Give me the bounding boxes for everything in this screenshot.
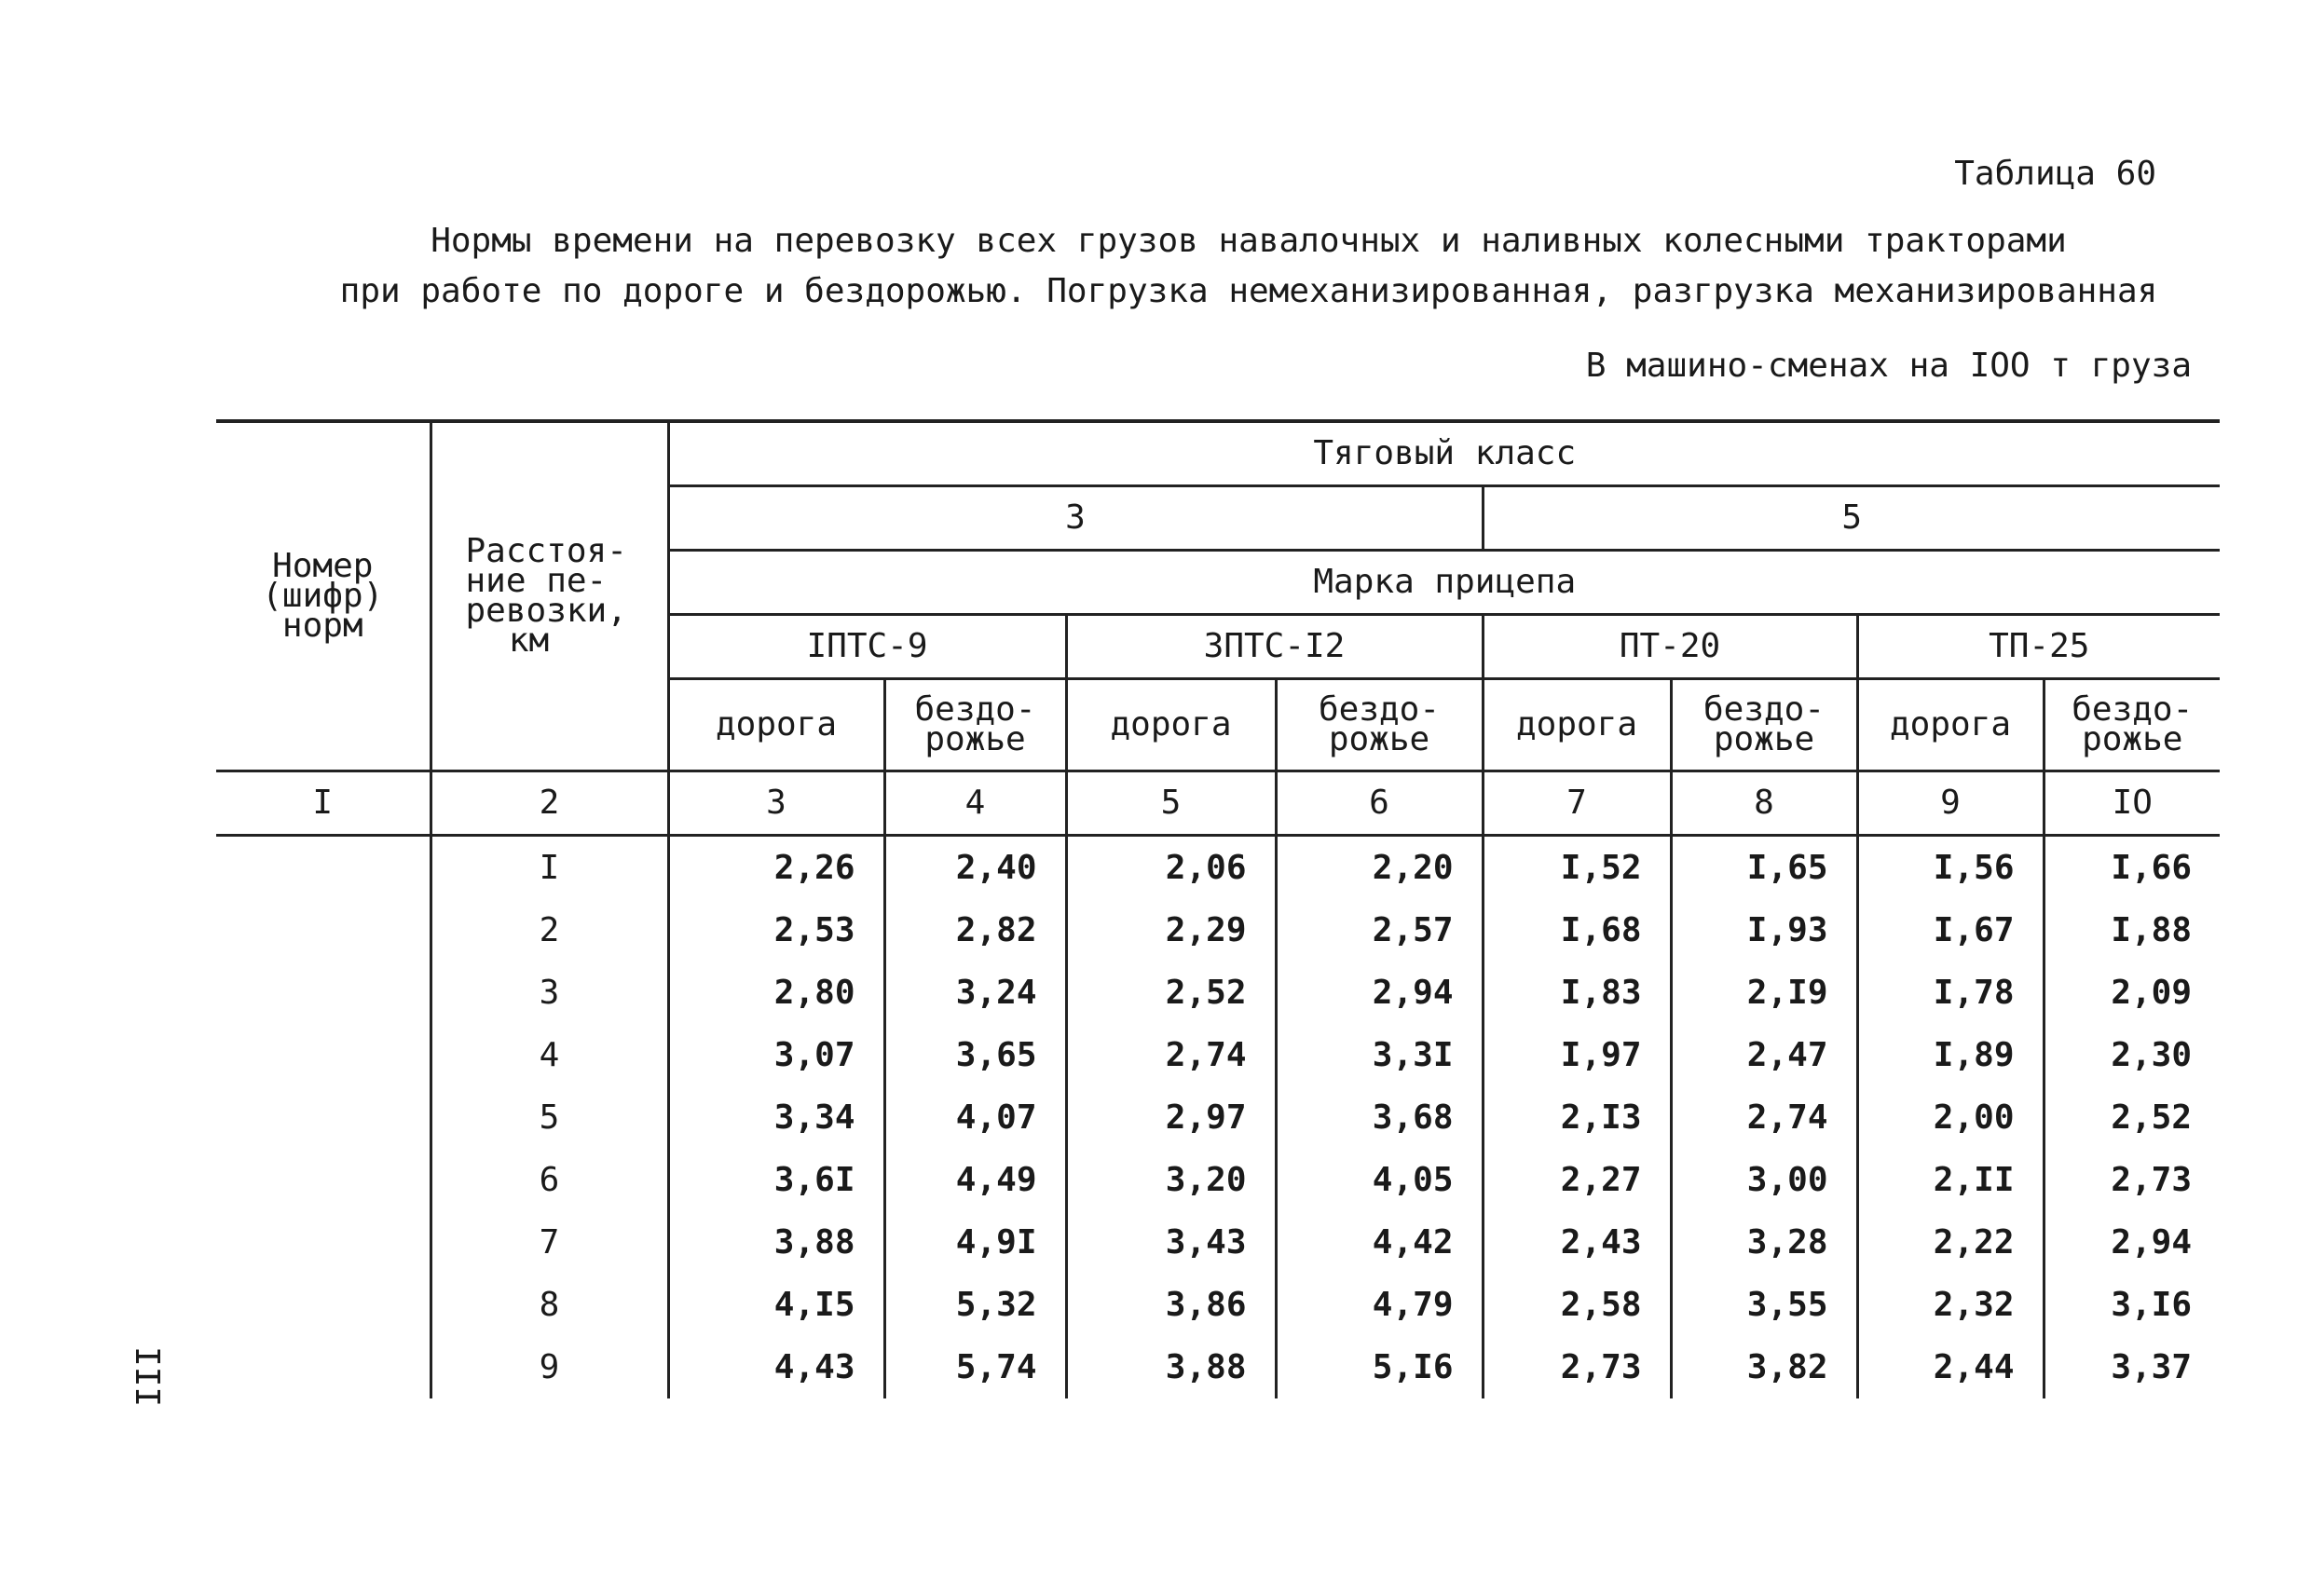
header-offroad-4	[2044, 679, 2220, 771]
value-cell: 4,9I	[884, 1211, 1066, 1274]
title-line-2: при работе по дороге и бездорожью. Погрузка немеханизированная, разгрузка механизированная	[339, 272, 2158, 310]
value-cell: 2,32	[1857, 1274, 2044, 1336]
value-cell: 2,73	[1483, 1336, 1671, 1398]
distance-cell: 4	[431, 1024, 668, 1086]
header-trailer-brand: Марка прицепа	[668, 551, 2220, 615]
value-cell: 4,I5	[668, 1274, 884, 1336]
value-cell: 3,28	[1671, 1211, 1857, 1274]
value-cell: 4,07	[884, 1086, 1066, 1149]
value-cell: 3,3I	[1276, 1024, 1483, 1086]
value-cell: 3,24	[884, 962, 1066, 1024]
value-cell: 3,00	[1671, 1149, 1857, 1211]
header-road-4: дорога	[1857, 679, 2044, 771]
table-row	[216, 1336, 2220, 1398]
offroad-line-2: рожье	[1713, 720, 1815, 758]
value-cell: 3,6I	[668, 1149, 884, 1211]
header-road-3: дорога	[1483, 679, 1671, 771]
table-row	[216, 962, 2220, 1024]
header-trailer-4: ТП-25	[1857, 615, 2220, 679]
value-cell: 2,40	[884, 836, 1066, 900]
value-cell: 5,74	[884, 1336, 1066, 1398]
header-row-traction	[216, 421, 2220, 486]
value-cell: I,97	[1483, 1024, 1671, 1086]
value-cell: 2,00	[1857, 1086, 2044, 1149]
value-cell: 3,37	[2044, 1336, 2220, 1398]
distance-cell: 9	[431, 1336, 668, 1398]
value-cell: 4,43	[668, 1336, 884, 1398]
norm-number-cell	[216, 1336, 431, 1398]
value-cell: 2,43	[1483, 1211, 1671, 1274]
value-cell: 2,53	[668, 899, 884, 962]
norm-number-cell	[216, 1149, 431, 1211]
value-cell: 2,29	[1066, 899, 1276, 962]
value-cell: 2,82	[884, 899, 1066, 962]
header-distance-line-2: ние пе-	[465, 562, 608, 600]
value-cell: 3,43	[1066, 1211, 1276, 1274]
value-cell: 4,79	[1276, 1274, 1483, 1336]
value-cell: I,78	[1857, 962, 2044, 1024]
value-cell: 2,II	[1857, 1149, 2044, 1211]
col-index-3: 3	[668, 771, 884, 836]
header-class-3: 3	[668, 486, 1483, 551]
col-index-4: 4	[884, 771, 1066, 836]
units-note: В машино-сменах на IОО т груза	[1585, 347, 2192, 385]
distance-cell: 8	[431, 1274, 668, 1336]
value-cell: 3,82	[1671, 1336, 1857, 1398]
offroad-line-1: бездо-	[1702, 690, 1826, 729]
table-row	[216, 1211, 2220, 1274]
value-cell: I,83	[1483, 962, 1671, 1024]
page-number-text: III	[130, 1345, 169, 1407]
col-index-5: 5	[1066, 771, 1276, 836]
header-distance	[431, 421, 668, 771]
value-cell: 2,58	[1483, 1274, 1671, 1336]
table-row	[216, 1086, 2220, 1149]
value-cell: I,68	[1483, 899, 1671, 962]
norm-number-cell	[216, 1274, 431, 1336]
value-cell: I,66	[2044, 836, 2220, 900]
distance-cell: 6	[431, 1149, 668, 1211]
distance-cell: 5	[431, 1086, 668, 1149]
header-distance-line-3: ревозки,	[465, 592, 627, 630]
header-distance-line-4: км	[508, 621, 550, 660]
value-cell: 2,20	[1276, 836, 1483, 900]
value-cell: 2,52	[1066, 962, 1276, 1024]
value-cell: I,52	[1483, 836, 1671, 900]
value-cell: I,88	[2044, 899, 2220, 962]
header-trailer-2: 3ПТС-I2	[1066, 615, 1483, 679]
value-cell: 2,27	[1483, 1149, 1671, 1211]
page-number	[130, 1345, 177, 1407]
col-index-1: I	[216, 771, 431, 836]
title-line-1: Нормы времени на перевозку всех грузов навалочных и наливных колесными тракторами	[431, 222, 2067, 260]
document-title	[224, 216, 2274, 317]
distance-cell: I	[431, 836, 668, 900]
value-cell: 4,42	[1276, 1211, 1483, 1274]
header-road-2: дорога	[1066, 679, 1276, 771]
value-cell: 2,44	[1857, 1336, 2044, 1398]
header-offroad-3	[1671, 679, 1857, 771]
col-index-10: IО	[2044, 771, 2220, 836]
value-cell: I,67	[1857, 899, 2044, 962]
value-cell: 2,74	[1066, 1024, 1276, 1086]
header-road-1: дорога	[668, 679, 884, 771]
col-index-8: 8	[1671, 771, 1857, 836]
value-cell: 2,22	[1857, 1211, 2044, 1274]
value-cell: 3,07	[668, 1024, 884, 1086]
offroad-line-2: рожье	[1328, 720, 1430, 758]
norms-table	[216, 419, 2220, 1398]
offroad-line-1: бездо-	[1318, 690, 1441, 729]
table-caption: Таблица 60	[1954, 155, 2156, 193]
value-cell: 2,I3	[1483, 1086, 1671, 1149]
header-row-column-index	[216, 771, 2220, 836]
table-row	[216, 899, 2220, 962]
header-offroad-1	[884, 679, 1066, 771]
value-cell: 2,26	[668, 836, 884, 900]
table-row	[216, 1274, 2220, 1336]
value-cell: 2,I9	[1671, 962, 1857, 1024]
value-cell: 2,94	[1276, 962, 1483, 1024]
value-cell: 3,65	[884, 1024, 1066, 1086]
header-number	[216, 421, 431, 771]
header-offroad-2	[1276, 679, 1483, 771]
table-row	[216, 1024, 2220, 1086]
distance-cell: 2	[431, 899, 668, 962]
col-index-7: 7	[1483, 771, 1671, 836]
norm-number-cell	[216, 836, 431, 900]
col-index-2: 2	[431, 771, 668, 836]
value-cell: 2,57	[1276, 899, 1483, 962]
norm-number-cell	[216, 899, 431, 962]
value-cell: 4,49	[884, 1149, 1066, 1211]
norm-number-cell	[216, 1211, 431, 1274]
value-cell: 3,68	[1276, 1086, 1483, 1149]
offroad-line-2: рожье	[924, 720, 1026, 758]
value-cell: 2,52	[2044, 1086, 2220, 1149]
value-cell: 5,32	[884, 1274, 1066, 1336]
value-cell: 2,73	[2044, 1149, 2220, 1211]
distance-cell: 3	[431, 962, 668, 1024]
header-traction-class: Тяговый класс	[668, 421, 2220, 486]
distance-cell: 7	[431, 1211, 668, 1274]
norm-number-cell	[216, 1086, 431, 1149]
value-cell: 5,I6	[1276, 1336, 1483, 1398]
header-number-line-1: Номер	[272, 547, 374, 585]
value-cell: I,65	[1671, 836, 1857, 900]
value-cell: I,89	[1857, 1024, 2044, 1086]
value-cell: I,93	[1671, 899, 1857, 962]
header-distance-line-1: Расстоя-	[465, 532, 627, 570]
value-cell: 2,06	[1066, 836, 1276, 900]
value-cell: 2,97	[1066, 1086, 1276, 1149]
value-cell: I,56	[1857, 836, 2044, 900]
value-cell: 2,47	[1671, 1024, 1857, 1086]
value-cell: 3,I6	[2044, 1274, 2220, 1336]
value-cell: 2,94	[2044, 1211, 2220, 1274]
header-number-line-2: (шифр)	[262, 577, 384, 615]
value-cell: 3,88	[1066, 1336, 1276, 1398]
norm-number-cell	[216, 962, 431, 1024]
value-cell: 3,86	[1066, 1274, 1276, 1336]
col-index-6: 6	[1276, 771, 1483, 836]
col-index-9: 9	[1857, 771, 2044, 836]
value-cell: 3,20	[1066, 1149, 1276, 1211]
value-cell: 3,88	[668, 1211, 884, 1274]
offroad-line-1: бездо-	[2072, 690, 2194, 729]
header-class-5: 5	[1483, 486, 2220, 551]
table-row	[216, 836, 2220, 900]
norm-number-cell	[216, 1024, 431, 1086]
table-row	[216, 1149, 2220, 1211]
header-trailer-3: ПТ-20	[1483, 615, 1857, 679]
value-cell: 2,74	[1671, 1086, 1857, 1149]
offroad-line-2: рожье	[2082, 720, 2183, 758]
value-cell: 2,30	[2044, 1024, 2220, 1086]
value-cell: 3,55	[1671, 1274, 1857, 1336]
value-cell: 4,05	[1276, 1149, 1483, 1211]
value-cell: 2,09	[2044, 962, 2220, 1024]
offroad-line-1: бездо-	[914, 690, 1036, 729]
value-cell: 2,80	[668, 962, 884, 1024]
header-number-line-3: норм	[281, 607, 363, 645]
value-cell: 3,34	[668, 1086, 884, 1149]
header-trailer-1: IПТС-9	[668, 615, 1066, 679]
